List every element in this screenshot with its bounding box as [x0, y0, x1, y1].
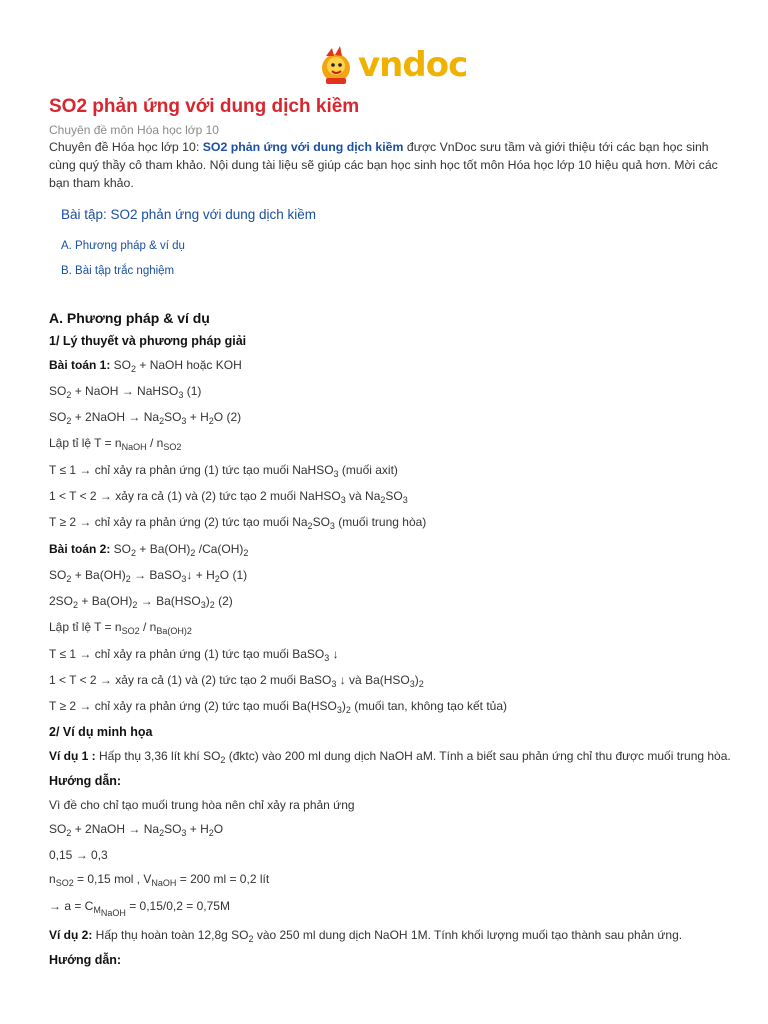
equation-3: $SO_2 + Ba(OH)_2$ → BaSO$_3$↓ + $H_2O$ (1): [49, 568, 248, 584]
equation-2: $SO_2$ + 2NaOH → $Na_2SO_3 + H_2O$ (2): [49, 410, 242, 426]
intro-highlight-link[interactable]: SO2 phản ứng với dung dịch kiềm: [202, 140, 404, 154]
equation-1: $SO_2$ + NaOH → NaHSO$_3$ (1): [49, 384, 202, 400]
ratio-1: Lập tỉ lệ $T = n_{NaOH} / n_{SO2}$: [49, 436, 182, 452]
case-1-1: T ≤ 1 → chỉ xảy ra phản ứng (1) tức tạo muối NaHSO$_3$ (muối axit): [49, 463, 398, 479]
toc-item-b[interactable]: B. Bài tập trắc nghiệm: [61, 265, 175, 277]
guide-heading-1: Hướng dẫn:: [49, 774, 122, 788]
guide-heading-2: Hướng dẫn:: [49, 953, 122, 967]
page-subtitle: Chuyên đề môn Hóa học lớp 10: [49, 123, 219, 137]
vndoc-logo[interactable]: [318, 44, 478, 86]
section-a-heading: A. Phương pháp & ví dụ: [49, 310, 210, 326]
problem-2-label: Bài toán 2:: [49, 542, 111, 556]
toc-item-a[interactable]: A. Phương pháp & ví dụ: [61, 240, 185, 252]
example-2: Ví dụ 2: Hấp thụ hoàn toàn 12,8g $SO_2$ vào 250 ml dung dịch NaOH 1M. Tính khối lượng muối tạo thành sau phản ứng.: [49, 928, 683, 944]
example-1-note: Vì đề cho chỉ tạo muối trung hòa nên chỉ xảy ra phản ứng: [49, 798, 355, 812]
problem-2: Bài toán 2: $SO_2 + Ba(OH)_2$ $/Ca(OH)_2$: [49, 542, 249, 558]
case-2-3: T ≥ 2 → chỉ xảy ra phản ứng (2) tức tạo muối $Ba(HSO_3)_2$ (muối tan, không tạo kết tủa): [49, 699, 508, 715]
equation-5: $SO_2$ + 2NaOH → $Na_2SO_3 + H_2O$: [49, 822, 224, 838]
intro-paragraph: [49, 138, 729, 192]
problem-1: Bài toán 1: $SO_2$ + NaOH hoặc KOH: [49, 358, 242, 374]
example-1-label: Ví dụ 1 :: [49, 749, 96, 763]
intro-prefix: Chuyên đề Hóa học lớp 10:: [49, 140, 203, 154]
case-1-2: 1 < T < 2 → xảy ra cả (1) và (2) tức tạo 2 muối NaHSO$_3$ và $Na_2SO_3$: [49, 489, 408, 505]
mole-ratio: 0,15 → 0,3: [49, 848, 108, 862]
toc-title: Bài tập: SO2 phản ứng với dung dịch kiềm: [61, 207, 317, 222]
page-title: SO2 phản ứng với dung dịch kiềm: [49, 96, 360, 117]
theory-heading: 1/ Lý thuyết và phương pháp giải: [49, 334, 247, 348]
ratio-2: Lập tỉ lệ $T = n_{SO2} / n_{Ba(OH)2}$: [49, 620, 192, 636]
case-1-3: T ≥ 2 → chỉ xảy ra phản ứng (2) tức tạo muối $Na_2SO_3$ (muối trung hòa): [49, 515, 427, 531]
examples-heading: 2/ Ví dụ minh họa: [49, 725, 153, 739]
calc-1: $n_{SO2} = 0,15$ mol , $V_{NaOH} = 200$ ml = 0,2 lít: [49, 872, 270, 888]
example-1: Ví dụ 1 : Hấp thụ 3,36 lít khí $SO_2$ (đktc) vào 200 ml dung dịch NaOH aM. Tính a biết sau phản ứng chỉ thu được muối trung hòa.: [49, 749, 731, 765]
example-2-label: Ví dụ 2:: [49, 928, 93, 942]
calc-2: → $a = C_{M_{NaOH}} = 0,15/0,2 = 0,75M$: [49, 899, 230, 918]
mascot-icon: [318, 46, 354, 86]
case-2-1: T ≤ 1 → chỉ xảy ra phản ứng (1) tức tạo muối BaSO$_3$ ↓: [49, 647, 339, 663]
logo-text: vndoc: [358, 45, 468, 85]
equation-4: $2SO_2 + Ba(OH)_2 \to Ba(HSO_3)_2$ (2): [49, 594, 233, 610]
problem-1-label: Bài toán 1:: [49, 358, 111, 372]
case-2-2: 1 < T < 2 → xảy ra cả (1) và (2) tức tạo 2 muối BaSO$_3$ ↓ và $Ba(HSO_3)_2$: [49, 673, 424, 689]
intro-suffix: được VnDoc sưu tầm và giới thiệu tới các bạn học sinh cùng quý thầy cô tham khảo. Nội dung tài liệu sẽ giúp các bạn học sinh học tốt môn Hóa học lớp 10 hiệu quả hơn. Mời các bạn tham khảo.: [49, 140, 718, 190]
